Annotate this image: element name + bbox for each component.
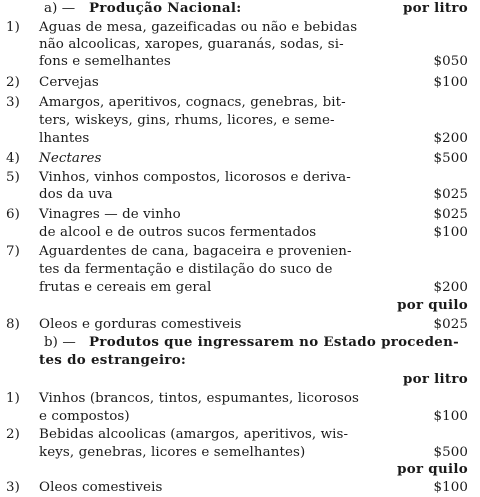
section-b-unit-litro: por litro bbox=[402, 371, 468, 387]
item-number: 6) bbox=[6, 207, 20, 222]
item-number: 1) bbox=[6, 20, 20, 35]
section-a-unit-litro: por litro bbox=[402, 0, 468, 16]
item-text-line: ters, wiskeys, gins, rhums, licores, e seme- bbox=[39, 113, 335, 128]
item-price: $100 bbox=[433, 409, 468, 424]
item-price: $500 bbox=[433, 151, 468, 166]
item-price: $050 bbox=[433, 54, 468, 69]
item-number: 2) bbox=[6, 75, 20, 90]
section-a-unit-quilo: por quilo bbox=[397, 297, 468, 313]
item-price: $200 bbox=[433, 131, 468, 146]
item-text-line: dos da uva bbox=[39, 187, 113, 202]
item-text-line: Aguardentes de cana, bagaceira e provenien- bbox=[39, 244, 352, 259]
item-number: 8) bbox=[6, 317, 20, 332]
section-b-heading: tes do estrangeiro: bbox=[39, 352, 187, 368]
section-a-prefix: a) — bbox=[44, 1, 76, 16]
item-text-line: keys, genebras, licores e semelhantes) bbox=[39, 445, 306, 460]
item-text-line: Vinhos, vinhos compostos, licorosos e deriva- bbox=[39, 170, 351, 185]
item-text-line: Vinhos (brancos, tintos, espumantes, licorosos bbox=[39, 391, 360, 406]
item-text-line: frutas e cereais em geral bbox=[39, 280, 212, 295]
item-price: $100 bbox=[433, 480, 468, 495]
item-text-line: fons e semelhantes bbox=[39, 54, 171, 69]
item-number: 3) bbox=[6, 95, 20, 110]
item-price: $025 bbox=[433, 317, 468, 332]
section-a-heading: Produção Nacional: bbox=[89, 0, 242, 16]
item-text-line: Nectares bbox=[39, 151, 102, 166]
item-text-line: de alcool e de outros sucos fermentados bbox=[39, 225, 317, 240]
item-text-line: Oleos comestiveis bbox=[39, 480, 163, 495]
item-number: 2) bbox=[6, 427, 20, 442]
item-text-line: Aguas de mesa, gazeificadas ou não e bebidas bbox=[39, 20, 358, 35]
item-text-line: Amargos, aperitivos, cognacs, genebras, bit- bbox=[39, 95, 346, 110]
section-b-heading: Produtos que ingressarem no Estado proceden- bbox=[89, 334, 459, 350]
item-text-line: Vinagres — de vinho bbox=[39, 207, 181, 222]
section-b-unit-quilo: por quilo bbox=[397, 461, 468, 477]
item-text-line: Oleos e gorduras comestiveis bbox=[39, 317, 242, 332]
item-price: $025 bbox=[433, 187, 468, 202]
item-price: $500 bbox=[433, 445, 468, 460]
item-number: 5) bbox=[6, 170, 20, 185]
item-text-line: lhantes bbox=[39, 131, 90, 146]
item-number: 1) bbox=[6, 391, 20, 406]
item-number: 3) bbox=[6, 480, 20, 495]
item-price: $025 bbox=[433, 207, 468, 222]
item-text-line: Cervejas bbox=[39, 75, 99, 90]
section-b-prefix: b) — bbox=[44, 335, 76, 350]
item-text-line: Bebidas alcoolicas (amargos, aperitivos, wis- bbox=[39, 427, 349, 442]
item-number: 4) bbox=[6, 151, 20, 166]
item-number: 7) bbox=[6, 244, 20, 259]
item-text-line: tes da fermentação e distilação do suco de bbox=[39, 262, 333, 277]
item-price: $100 bbox=[433, 75, 468, 90]
item-price: $200 bbox=[433, 280, 468, 295]
item-price: $100 bbox=[433, 225, 468, 240]
item-text-line: e compostos) bbox=[39, 409, 130, 424]
item-text-line: não alcoolicas, xaropes, guaranás, sodas, si- bbox=[39, 37, 344, 52]
